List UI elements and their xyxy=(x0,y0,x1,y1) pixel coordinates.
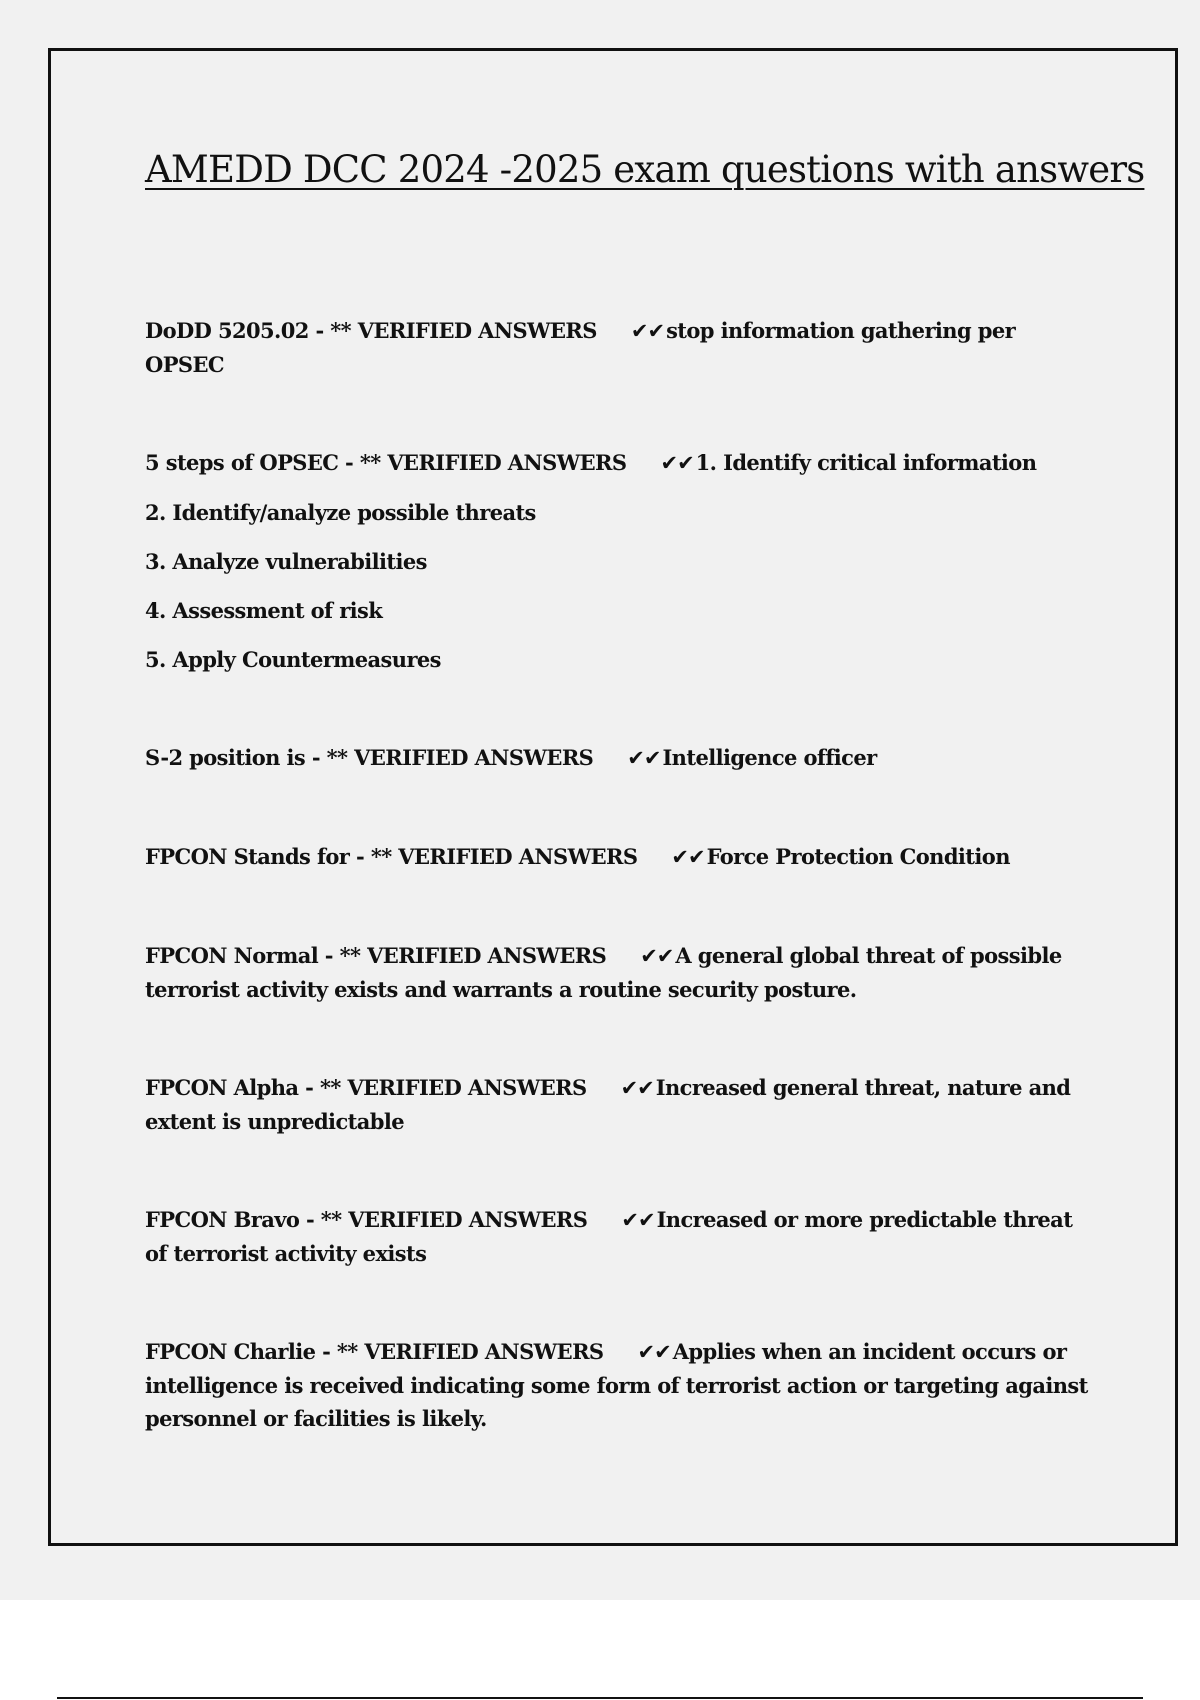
answer-text: stop information gathering per OPSEC xyxy=(145,318,1016,377)
answer-text: Intelligence officer xyxy=(662,745,877,770)
opsec-step-2: 2. Identify/analyze possible threats xyxy=(145,500,536,525)
qa-item-s2-position xyxy=(145,741,1090,775)
qa-item-opsec-steps xyxy=(145,446,1090,676)
question-text: S-2 position is - ** VERIFIED ANSWERS xyxy=(145,745,594,770)
double-check-icon: ✔✔ xyxy=(630,319,665,343)
answer-text: Force Protection Condition xyxy=(706,844,1010,869)
answer-text: 1. Identify critical information xyxy=(695,450,1037,475)
opsec-step-4: 4. Assessment of risk xyxy=(145,598,383,623)
qa-item-fpcon-definition xyxy=(145,840,1090,874)
double-check-icon: ✔✔ xyxy=(660,451,694,475)
answer-text: Applies when an incident occurs or intelligence is received indicating some form of terrorist action or targeting against personnel or facilities is likely. xyxy=(145,1339,1088,1431)
qa-item-dodd-5205 xyxy=(145,314,1090,381)
qa-item-fpcon-bravo xyxy=(145,1203,1090,1270)
question-text: DoDD 5205.02 - ** VERIFIED ANSWERS xyxy=(145,318,597,343)
answer-text: Increased or more predictable threat of terrorist activity exists xyxy=(145,1207,1073,1266)
answer-text: A general global threat of possible terrorist activity exists and warrants a routine security posture. xyxy=(145,943,1062,1002)
double-check-icon: ✔✔ xyxy=(637,1340,671,1364)
question-text: FPCON Normal - ** VERIFIED ANSWERS xyxy=(145,943,607,968)
question-text: FPCON Stands for - ** VERIFIED ANSWERS xyxy=(145,844,638,869)
qa-item-fpcon-alpha xyxy=(145,1071,1090,1138)
qa-list xyxy=(145,314,1090,1435)
question-text: FPCON Alpha - ** VERIFIED ANSWERS xyxy=(145,1075,587,1100)
double-check-icon: ✔✔ xyxy=(621,1208,655,1232)
opsec-step-3: 3. Analyze vulnerabilities xyxy=(145,549,427,574)
double-check-icon: ✔✔ xyxy=(620,1076,654,1100)
double-check-icon: ✔✔ xyxy=(627,746,661,770)
question-text: FPCON Bravo - ** VERIFIED ANSWERS xyxy=(145,1207,588,1232)
qa-item-fpcon-charlie xyxy=(145,1335,1090,1435)
double-check-icon: ✔✔ xyxy=(671,845,705,869)
bottom-divider-line xyxy=(57,1697,1143,1699)
double-check-icon: ✔✔ xyxy=(640,944,674,968)
qa-item-fpcon-normal xyxy=(145,939,1090,1006)
document-title: AMEDD DCC 2024 -2025 exam questions with answers xyxy=(145,148,1145,191)
question-text: FPCON Charlie - ** VERIFIED ANSWERS xyxy=(145,1339,604,1364)
opsec-step-5: 5. Apply Countermeasures xyxy=(145,647,441,672)
answer-text: Increased general threat, nature and extent is unpredictable xyxy=(145,1075,1071,1134)
question-text: 5 steps of OPSEC - ** VERIFIED ANSWERS xyxy=(145,450,627,475)
